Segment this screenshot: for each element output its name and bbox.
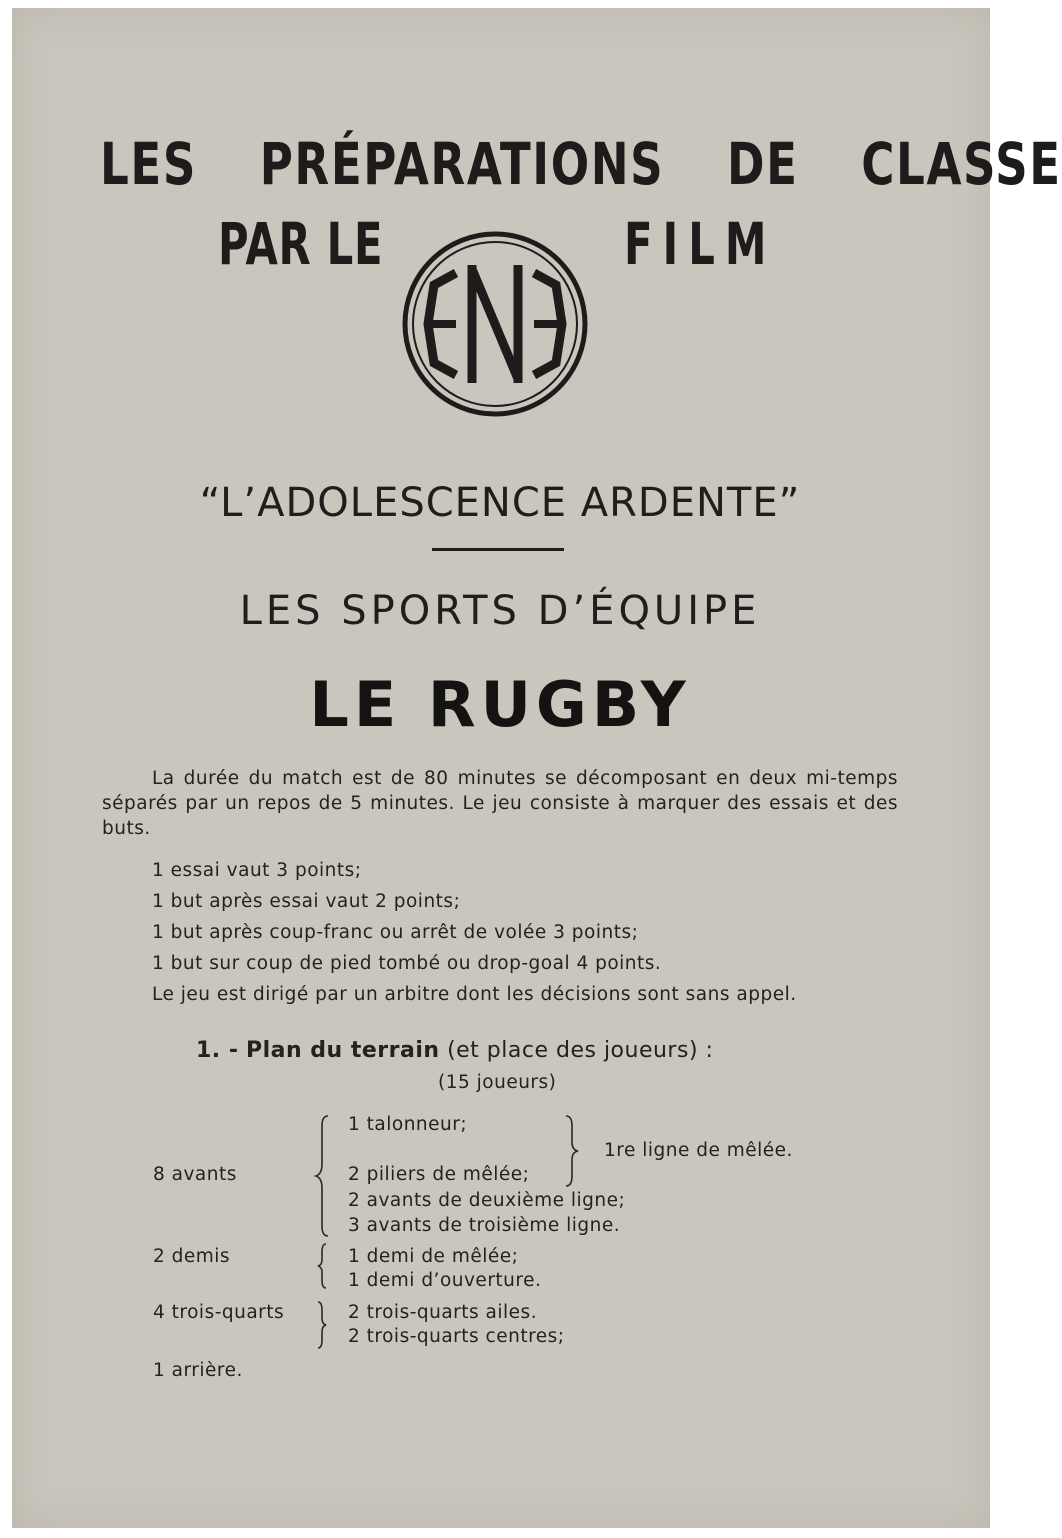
- avants-label: 8 avants: [153, 1164, 237, 1185]
- header-line-2-right: FILM: [624, 210, 777, 278]
- position-item: 2 trois-quarts centres;: [348, 1326, 565, 1347]
- position-item: 2 avants de deuxième ligne;: [348, 1190, 626, 1211]
- divider: [432, 548, 564, 551]
- front-row-brace: [562, 1112, 582, 1190]
- arriere-label: 1 arrière.: [153, 1360, 243, 1381]
- header-word: LES: [100, 130, 198, 198]
- scoring-item: Le jeu est dirigé par un arbitre dont les décisions sont sans appel.: [152, 984, 797, 1005]
- position-item: 1 talonneur;: [348, 1114, 468, 1135]
- header-word: CLASSE: [861, 130, 1062, 198]
- position-item: 2 piliers de mêlée;: [348, 1164, 530, 1185]
- film-title: “L’ADOLESCENCE ARDENTE”: [199, 480, 801, 526]
- section-number: 1. -: [196, 1038, 239, 1063]
- section-heading: [196, 1038, 713, 1063]
- subtitle: LES SPORTS D’ÉQUIPE: [239, 588, 761, 634]
- header-line-2-left: PAR LE: [218, 210, 384, 278]
- header-word: PRÉPARATIONS: [259, 130, 665, 198]
- header-word: DE: [726, 130, 799, 198]
- trois-quarts-brace: [314, 1298, 332, 1352]
- ene-logo: [400, 225, 590, 423]
- scoring-list: [152, 858, 892, 1013]
- position-item: 1 demi de mêlée;: [348, 1246, 519, 1267]
- position-item: 1 demi d’ouverture.: [348, 1270, 542, 1291]
- position-item: 3 avants de troisième ligne.: [348, 1215, 621, 1236]
- front-row-note: 1re ligne de mêlée.: [604, 1140, 793, 1161]
- demis-brace: [314, 1240, 332, 1292]
- section-title: Plan du terrain: [245, 1038, 440, 1063]
- header-line-1: [100, 130, 1062, 198]
- main-title: LE RUGBY: [309, 668, 691, 741]
- intro-paragraph: La durée du match est de 80 minutes se décomposant en deux mi-temps séparés par un repos de 5 minutes. Le jeu consiste à marquer des essais et des buts.: [102, 768, 898, 839]
- avants-brace: [312, 1112, 334, 1240]
- trois-quarts-label: 4 trois-quarts: [153, 1302, 285, 1323]
- scoring-item: 1 but après coup-franc ou arrêt de volée 3 points;: [152, 922, 639, 943]
- scoring-item: 1 essai vaut 3 points;: [152, 860, 362, 881]
- scoring-item: 1 but sur coup de pied tombé ou drop-goal 4 points.: [152, 953, 662, 974]
- section-title-rest: (et place des joueurs) :: [447, 1038, 714, 1063]
- section-subtitle: (15 joueurs): [438, 1072, 557, 1093]
- position-item: 2 trois-quarts ailes.: [348, 1302, 538, 1323]
- scoring-item: 1 but après essai vaut 2 points;: [152, 891, 461, 912]
- demis-label: 2 demis: [153, 1246, 231, 1267]
